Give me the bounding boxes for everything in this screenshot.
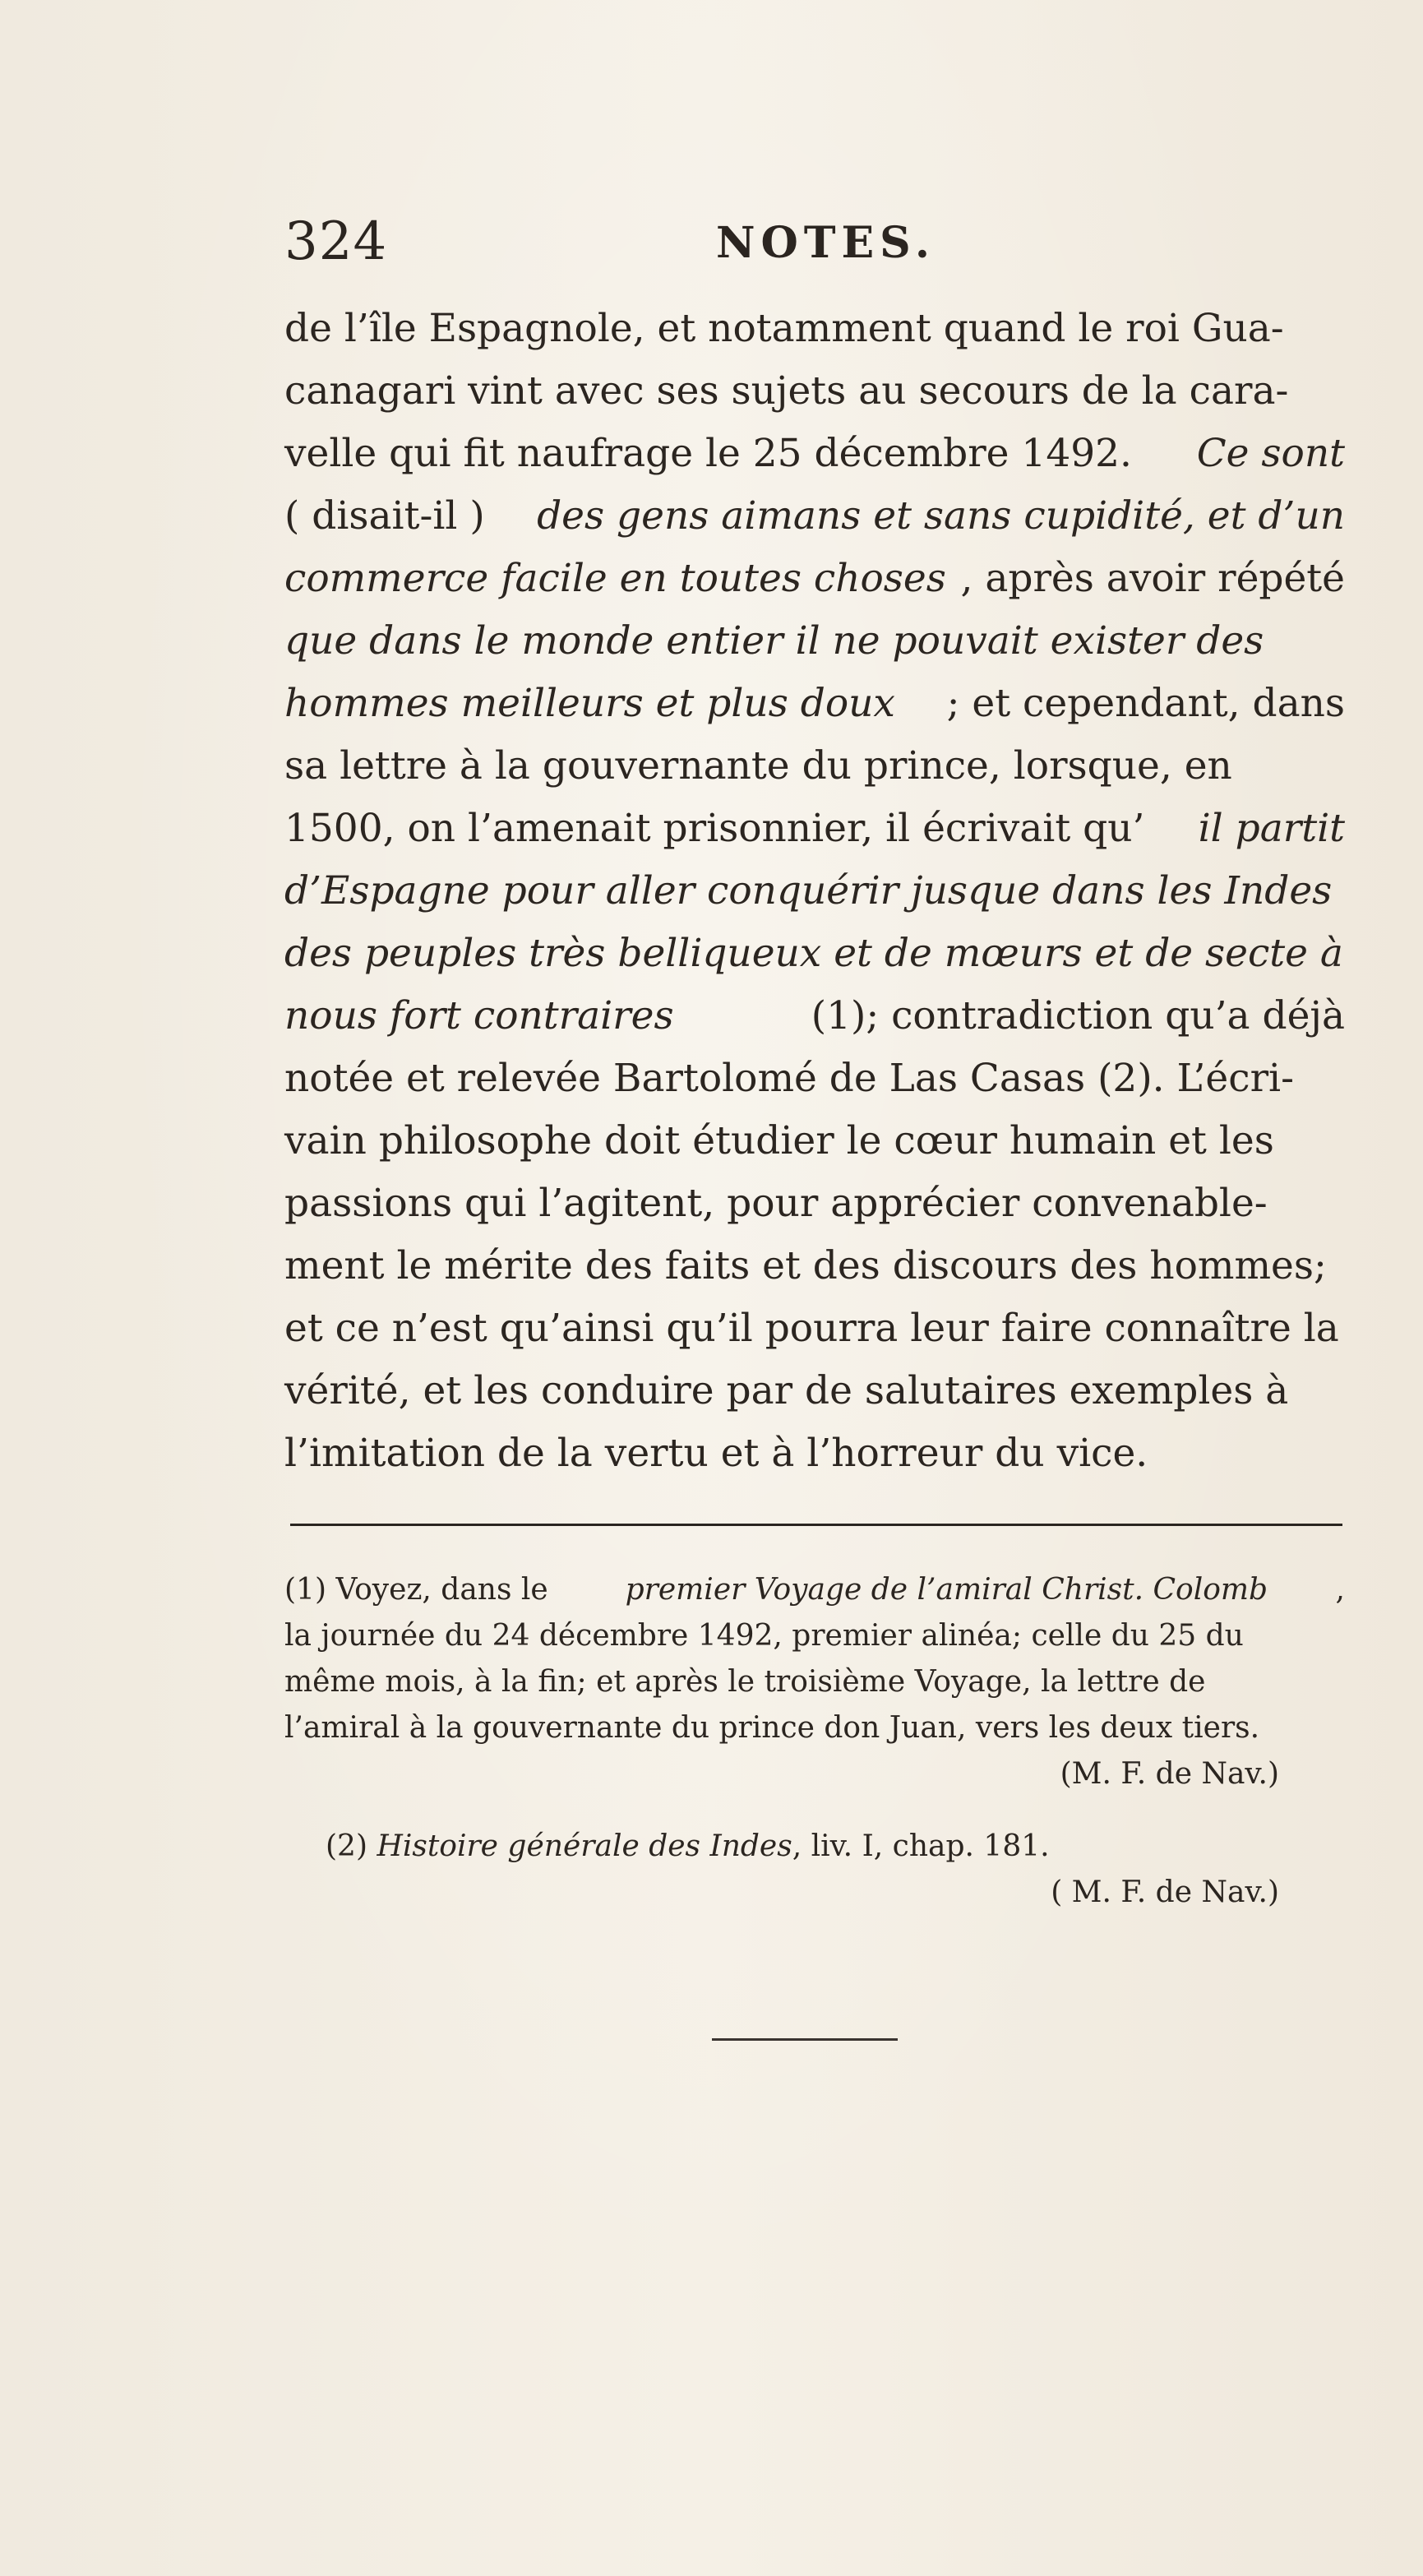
footnote-1-line xyxy=(284,1705,1345,1751)
text-segment: ( disait-il ) xyxy=(284,493,497,539)
footnote-1-signature-line xyxy=(284,1751,1345,1797)
text-line xyxy=(284,1048,1345,1110)
footnote-1-signature: (M. F. de Nav.) xyxy=(1060,1757,1279,1791)
italic-segment: d’Espagne pour aller conquérir jusque dans les Indes xyxy=(284,868,1333,913)
text-segment: la journée du 24 décembre 1492, premier alinéa; celle du 25 du xyxy=(284,1619,1244,1653)
italic-segment: commerce facile en toutes choses xyxy=(284,556,946,601)
footnotes xyxy=(284,1567,1345,1916)
main-text xyxy=(284,298,1345,1485)
text-segment: ; et cependant, dans xyxy=(946,681,1345,726)
text-line xyxy=(284,610,1345,673)
italic-segment: premier Voyage de l’amiral Christ. Colomb xyxy=(625,1573,1268,1607)
italic-segment: que dans le monde entier il ne pouvait exister des xyxy=(284,618,1264,664)
text-segment: , xyxy=(1335,1573,1345,1607)
italic-segment: des peuples très belliqueux et de mœurs et de secte à xyxy=(284,931,1343,976)
italic-segment: hommes meilleurs et plus doux xyxy=(284,681,895,726)
text-segment: vérité, et les conduire par de salutaires exemples à xyxy=(284,1368,1289,1413)
text-segment: 1500, on l’amenait prisonnier, il écrivait qu’ xyxy=(284,806,1145,851)
footnote-1-line xyxy=(284,1613,1345,1659)
italic-segment: Ce sont xyxy=(1196,431,1345,476)
text-segment: (1) Voyez, dans le xyxy=(284,1573,558,1607)
text-segment: même mois, à la fin; et après le troisième Voyage, la lettre de xyxy=(284,1665,1206,1699)
italic-segment: Histoire générale des Indes xyxy=(377,1829,792,1863)
text-segment: , après avoir répété xyxy=(960,556,1345,601)
text-line xyxy=(284,1172,1345,1235)
text-line xyxy=(284,1110,1345,1172)
footnote-separator-rule xyxy=(290,1524,1342,1526)
text-line xyxy=(284,1235,1345,1297)
text-segment: de l’île Espagnole, et notamment quand le roi Gua- xyxy=(284,306,1284,351)
text-segment: (2) xyxy=(326,1829,377,1863)
text-segment: vain philosophe doit étudier le cœur humain et les xyxy=(284,1118,1274,1163)
page-number: 324 xyxy=(284,211,388,272)
footnote-2-line xyxy=(284,1824,1345,1870)
italic-segment: nous fort contraires xyxy=(284,993,674,1038)
text-segment: (1); contradiction qu’a déjà xyxy=(798,993,1345,1038)
text-segment: canagari vint avec ses sujets au secours de la cara- xyxy=(284,368,1289,414)
footnote-gap xyxy=(284,1797,1345,1824)
text-segment: passions qui l’agitent, pour apprécier convenable- xyxy=(284,1181,1268,1226)
footnote-1-line xyxy=(284,1659,1345,1705)
footnote-1-line xyxy=(284,1567,1345,1613)
footnote-2-signature: ( M. F. de Nav.) xyxy=(1051,1875,1279,1909)
italic-segment: des gens aimans et sans cupidité, et d’un xyxy=(537,493,1345,539)
text-segment: notée et relevée Bartolomé de Las Casas (2). L’écri- xyxy=(284,1056,1294,1101)
text-line xyxy=(284,798,1345,860)
text-line xyxy=(284,1422,1345,1485)
text-line xyxy=(284,923,1345,985)
end-rule xyxy=(712,2038,898,2041)
text-segment: sa lettre à la gouvernante du prince, lorsque, en xyxy=(284,743,1232,789)
text-line xyxy=(284,860,1345,923)
italic-segment: il partit xyxy=(1198,806,1345,851)
text-line xyxy=(284,1297,1345,1360)
text-line xyxy=(284,673,1345,735)
text-line xyxy=(284,360,1345,423)
text-line xyxy=(284,485,1345,548)
running-head: NOTES. xyxy=(716,218,936,268)
text-segment: l’amiral à la gouvernante du prince don Juan, vers les deux tiers. xyxy=(284,1711,1260,1745)
page-header xyxy=(284,211,1345,281)
text-line xyxy=(284,298,1345,360)
text-line xyxy=(284,548,1345,610)
text-line xyxy=(284,423,1345,485)
text-line xyxy=(284,1360,1345,1422)
text-segment: et ce n’est qu’ainsi qu’il pourra leur faire connaître la xyxy=(284,1306,1339,1351)
text-segment: l’imitation de la vertu et à l’horreur du vice. xyxy=(284,1431,1148,1476)
text-segment: velle qui fit naufrage le 25 décembre 1492. xyxy=(284,431,1144,476)
text-segment: , liv. I, chap. 181. xyxy=(792,1829,1050,1863)
text-segment: ment le mérite des faits et des discours des hommes; xyxy=(284,1243,1327,1288)
footnote-2-signature-line xyxy=(284,1870,1345,1916)
text-line xyxy=(284,735,1345,798)
text-line xyxy=(284,985,1345,1048)
